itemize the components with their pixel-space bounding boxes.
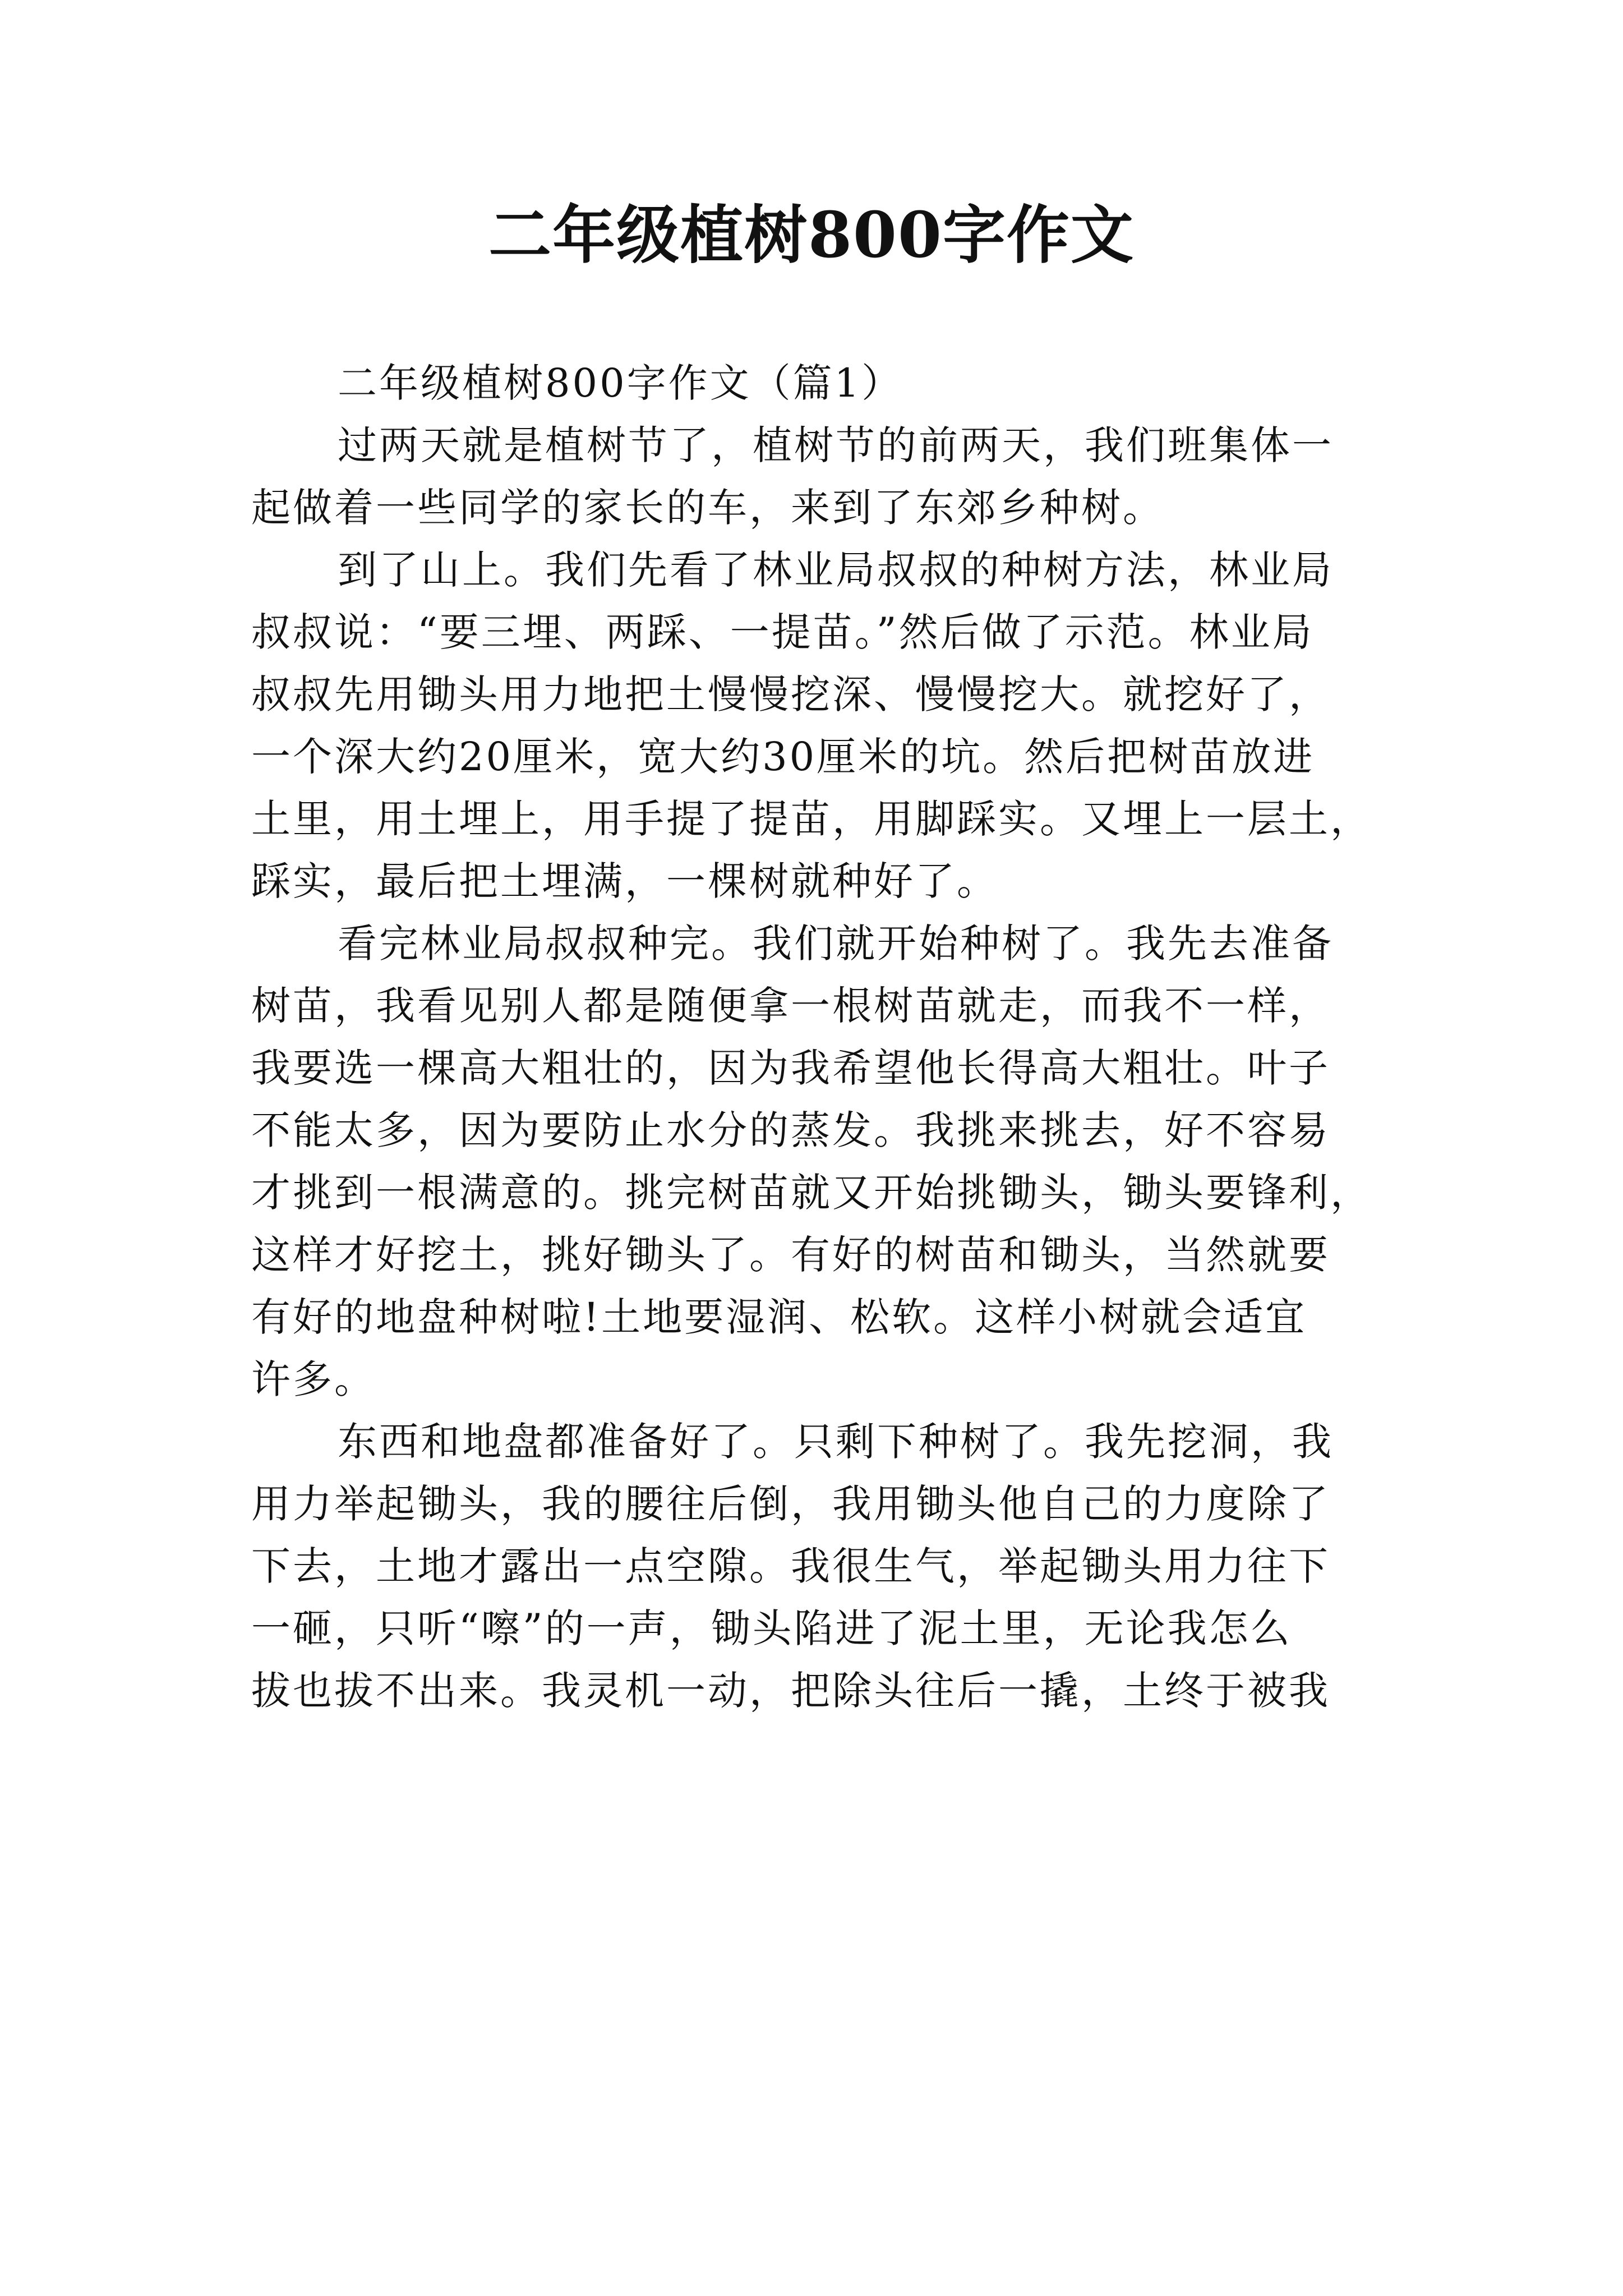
text-line: 土里，用土埋上，用手提了提苗，用脚踩实。又埋上一层土， bbox=[251, 796, 1372, 842]
text-line: 踩实，最后把土埋满，一棵树就种好了。 bbox=[251, 858, 998, 904]
text-line: 拔也拔不出来。我灵机一动，把除头往后一撬，土终于被我 bbox=[251, 1668, 1330, 1714]
text-line: 一个深大约20厘米，宽大约30厘米的坑。然后把树苗放进 bbox=[251, 734, 1315, 780]
text-line: 才挑到一根满意的。挑完树苗就又开始挑锄头，锄头要锋利， bbox=[251, 1170, 1372, 1216]
text-line: 许多。 bbox=[251, 1356, 376, 1402]
text-line: 叔叔说：“要三埋、两踩、一提苗。”然后做了示范。林业局 bbox=[251, 609, 1314, 655]
text-line: 不能太多，因为要防止水分的蒸发。我挑来挑去，好不容易 bbox=[251, 1107, 1330, 1153]
text-line: 用力举起锄头，我的腰往后倒，我用锄头他自己的力度除了 bbox=[251, 1481, 1330, 1527]
text-line: 有好的地盘种树啦!土地要湿润、松软。这样小树就会适宜 bbox=[251, 1294, 1307, 1340]
text-line: 这样才好挖土，挑好锄头了。有好的树苗和锄头，当然就要 bbox=[251, 1232, 1330, 1278]
text-line: 看完林业局叔叔种完。我们就开始种树了。我先去准备 bbox=[338, 921, 1334, 967]
text-line: 我要选一棵高大粗壮的，因为我希望他长得高大粗壮。叶子 bbox=[251, 1045, 1330, 1091]
text-line: 起做着一些同学的家长的车，来到了东郊乡种树。 bbox=[251, 485, 1164, 531]
document-title: 二年级植树800字作文 bbox=[488, 199, 1135, 272]
text-line: 过两天就是植树节了，植树节的前两天，我们班集体一 bbox=[338, 422, 1334, 468]
text-line: 东西和地盘都准备好了。只剩下种树了。我先挖洞，我 bbox=[338, 1419, 1334, 1465]
text-line: 一砸，只听“嚓”的一声，锄头陷进了泥土里，无论我怎么 bbox=[251, 1605, 1292, 1651]
document-body bbox=[251, 352, 1390, 1722]
text-line: 叔叔先用锄头用力地把土慢慢挖深、慢慢挖大。就挖好了， bbox=[251, 671, 1330, 717]
text-line: 到了山上。我们先看了林业局叔叔的种树方法，林业局 bbox=[338, 547, 1334, 593]
text-line: 树苗，我看见别人都是随便拿一根树苗就走，而我不一样， bbox=[251, 983, 1330, 1029]
text-line: 二年级植树800字作文（篇1） bbox=[338, 360, 903, 406]
text-line: 下去，土地才露出一点空隙。我很生气，举起锄头用力往下 bbox=[251, 1543, 1330, 1589]
